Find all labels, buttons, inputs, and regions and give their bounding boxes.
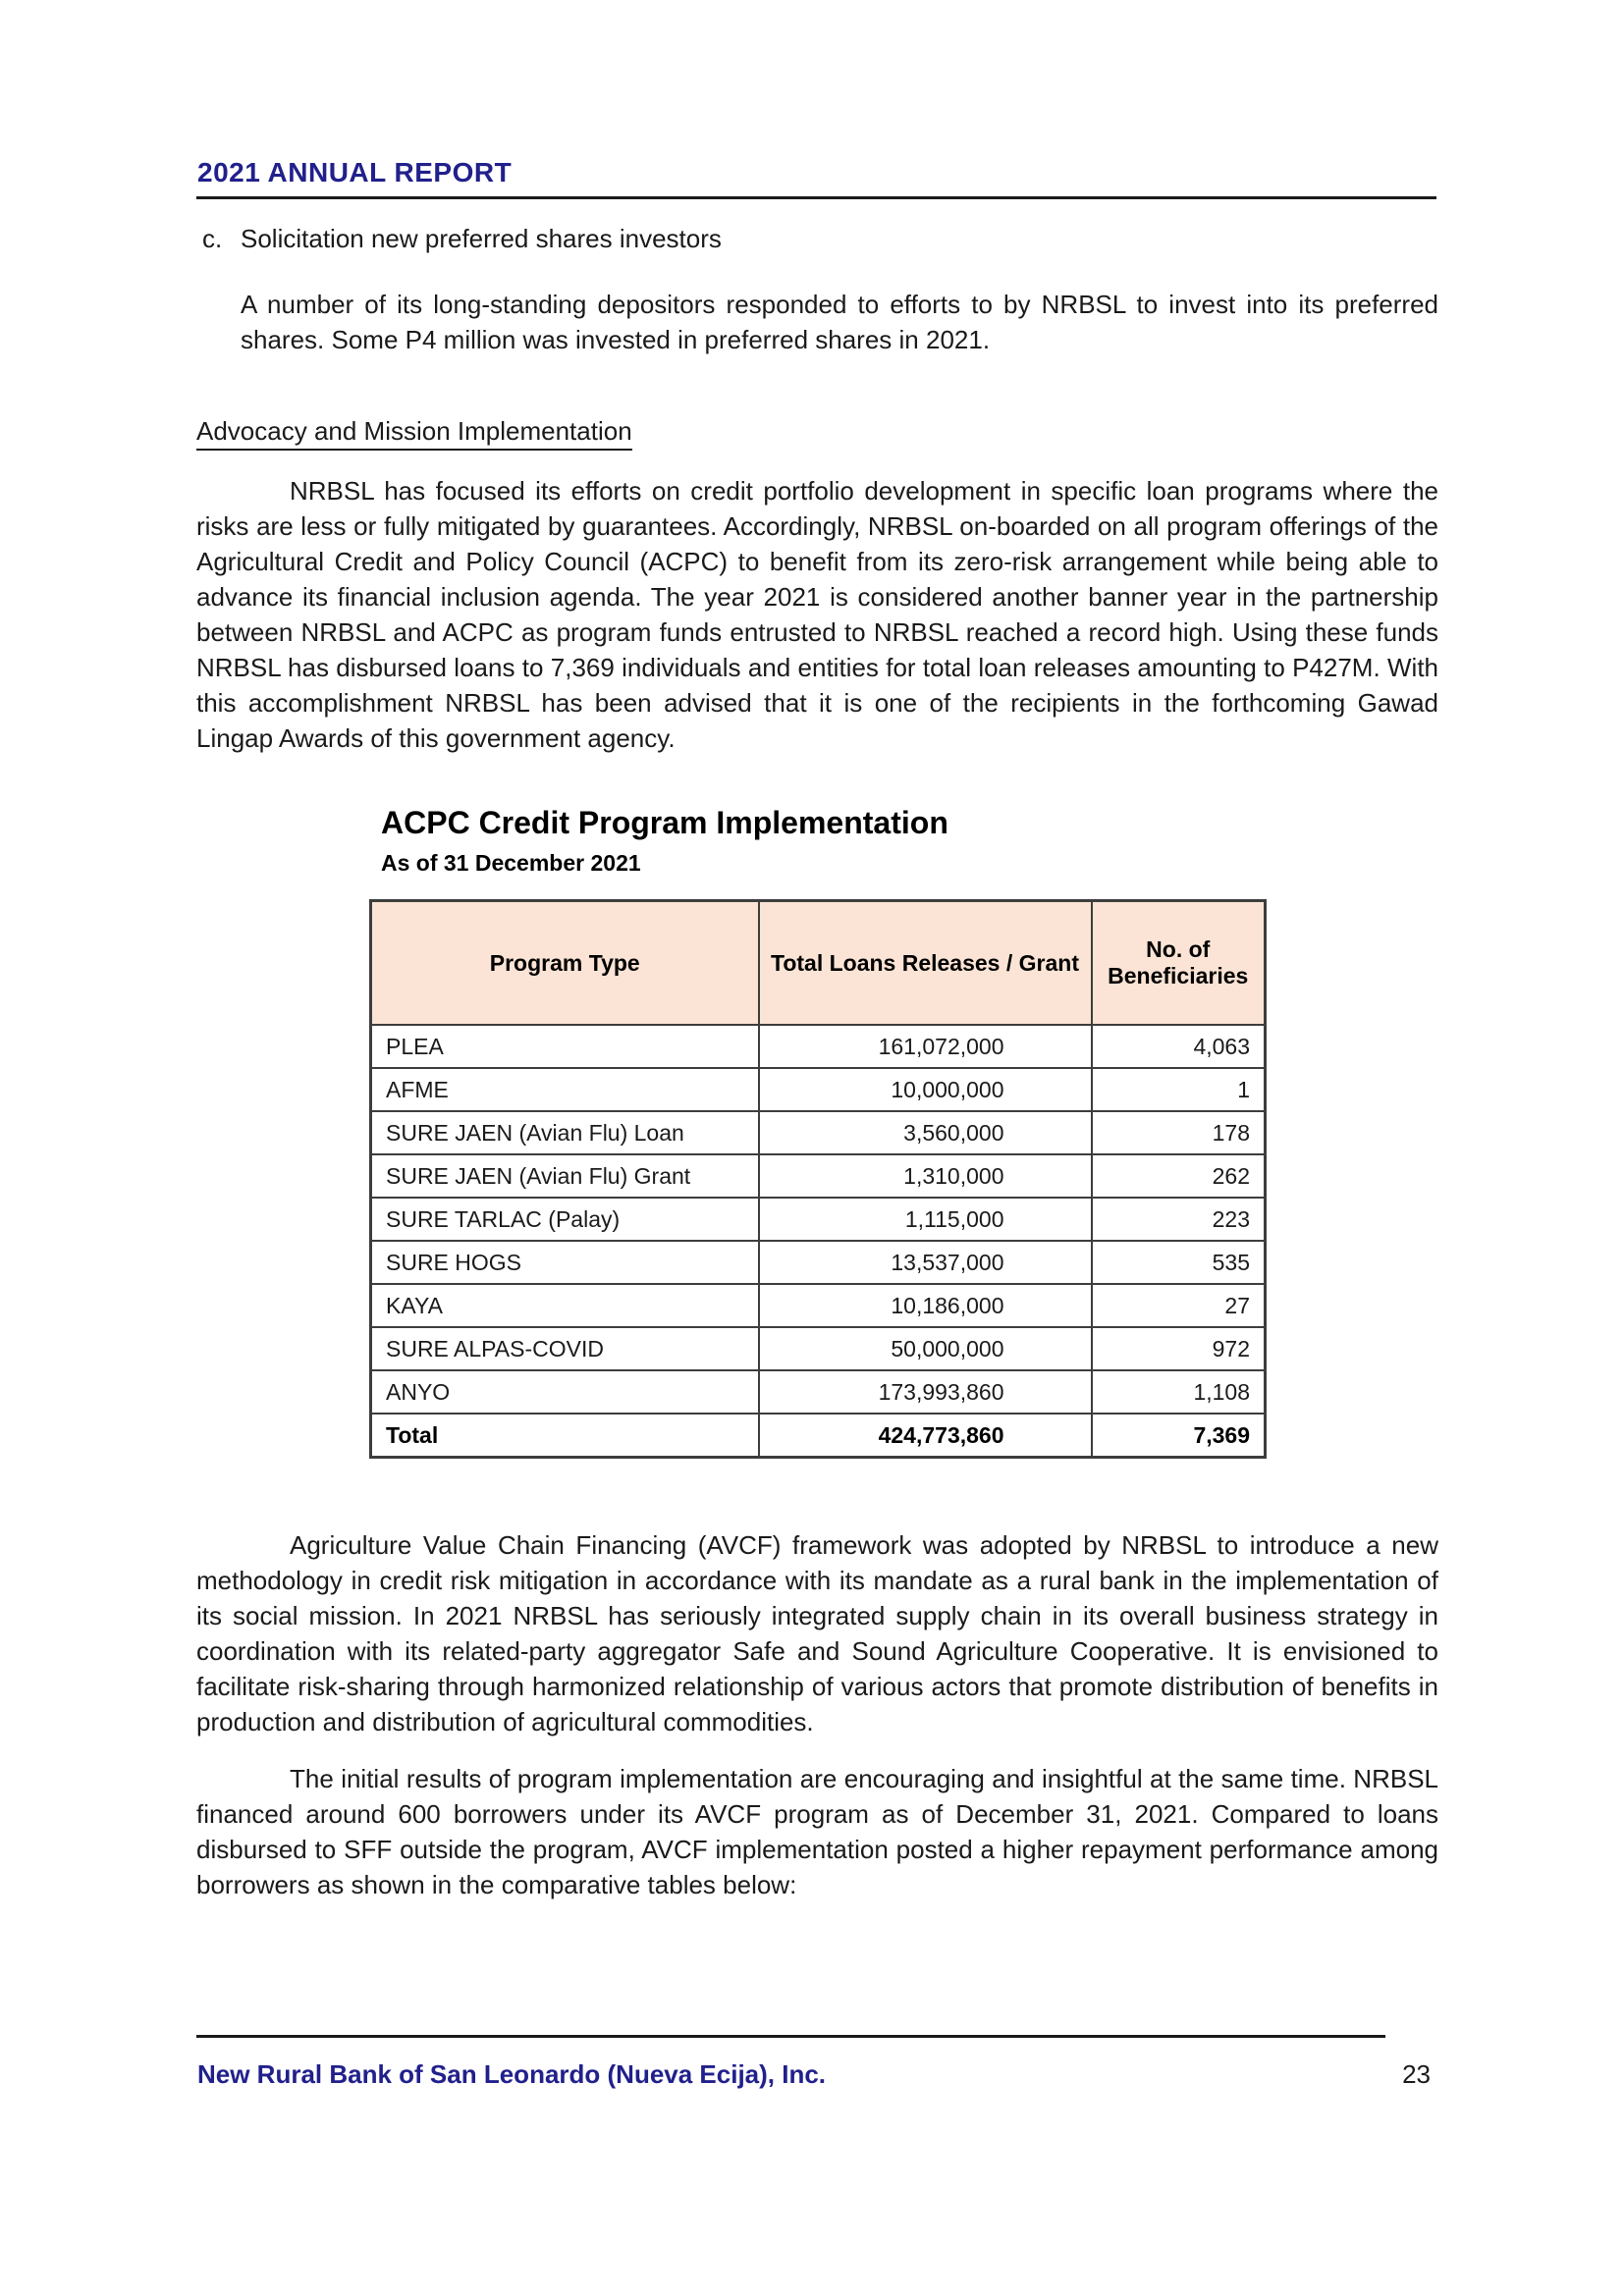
table-row [371,1241,1266,1284]
col-header-total-loans: Total Loans Releases / Grant [759,901,1092,1026]
program-type-cell: AFME [371,1068,759,1111]
amount-cell: 1,115,000 [759,1198,1092,1241]
beneficiaries-cell: 27 [1092,1284,1266,1327]
amount-cell: 10,186,000 [759,1284,1092,1327]
table-row [371,1327,1266,1370]
table-row [371,1284,1266,1327]
section-heading-advocacy [196,416,632,447]
beneficiaries-cell: 4,063 [1092,1025,1266,1068]
list-item-c [202,224,1438,254]
beneficiaries-cell: 1,108 [1092,1370,1266,1414]
list-item-c-marker: c. [202,224,223,253]
total-amount-cell: 424,773,860 [759,1414,1092,1458]
paragraph-avcf: Agriculture Value Chain Financing (AVCF) framework was adopted by NRBSL to introduce a new methodology in credit risk mitigation in accordance with its mandate as a rural bank in the implementation of its social mission. In 2021 NRBSL has seriously integrated supply chain in its overall business strategy in coordination with its related-party aggregator Safe and Sound Agriculture Cooperative. It is envisioned to facilitate risk-sharing through harmonized relationship of various actors that promote distribution of benefits in production and distribution of agricultural commodities. [196,1530,1438,1736]
paragraph-preferred-shares: A number of its long-standing depositors responded to efforts to by NRBSL to invest into its preferred shares. Some P4 million was invested in preferred shares in 2021. [241,290,1438,354]
total-label-cell: Total [371,1414,759,1458]
footer-bank-name: New Rural Bank of San Leonardo (Nueva Ecija), Inc. [197,2059,827,2089]
paragraph-nrbsl-focus: NRBSL has focused its efforts on credit portfolio development in specific loan programs where the risks are less or fully mitigated by guarantees. Accordingly, NRBSL on-boarded on all program offerings of the Agricultural Credit and Policy Council (ACPC) to benefit from its zero-risk arrangement while being able to advance its financial inclusion agenda. The year 2021 is considered another banner year in the partnership between NRBSL and ACPC as program funds entrusted to NRBSL reached a record high. Using these funds NRBSL has disbursed loans to 7,369 individuals and entities for total loan releases amounting to P427M. With this accomplishment NRBSL has been advised that it is one of the recipients in the forthcoming Gawad Lingap Awards of this government agency. [196,476,1438,753]
amount-cell: 10,000,000 [759,1068,1092,1111]
table-row [371,1154,1266,1198]
table-row [371,1198,1266,1241]
table-row [371,1068,1266,1111]
table-row [371,1025,1266,1068]
program-type-cell: SURE JAEN (Avian Flu) Grant [371,1154,759,1198]
amount-cell: 13,537,000 [759,1241,1092,1284]
section-heading-advocacy-text: Advocacy and Mission Implementation [196,416,632,451]
table-header-row [371,901,1266,1026]
program-type-cell: ANYO [371,1370,759,1414]
total-beneficiaries-cell: 7,369 [1092,1414,1266,1458]
col-header-program-type: Program Type [371,901,759,1026]
table-row [371,1111,1266,1154]
program-type-cell: PLEA [371,1025,759,1068]
acpc-table [369,899,1267,1459]
table-row [371,1370,1266,1414]
header-rule [196,196,1436,199]
page-number: 23 [1402,2059,1431,2089]
table-total-row [371,1414,1266,1458]
beneficiaries-cell: 972 [1092,1327,1266,1370]
amount-cell: 161,072,000 [759,1025,1092,1068]
table-subtitle: As of 31 December 2021 [381,850,641,876]
amount-cell: 1,310,000 [759,1154,1092,1198]
report-header-title: 2021 ANNUAL REPORT [197,157,513,187]
table-title: ACPC Credit Program Implementation [381,805,948,840]
program-type-cell: KAYA [371,1284,759,1327]
list-item-c-text: Solicitation new preferred shares investors [241,224,722,253]
program-type-cell: SURE ALPAS-COVID [371,1327,759,1370]
program-type-cell: SURE JAEN (Avian Flu) Loan [371,1111,759,1154]
col-header-beneficiaries: No. of Beneficiaries [1092,901,1266,1026]
program-type-cell: SURE TARLAC (Palay) [371,1198,759,1241]
beneficiaries-cell: 535 [1092,1241,1266,1284]
beneficiaries-cell: 1 [1092,1068,1266,1111]
amount-cell: 3,560,000 [759,1111,1092,1154]
beneficiaries-cell: 223 [1092,1198,1266,1241]
beneficiaries-cell: 262 [1092,1154,1266,1198]
amount-cell: 50,000,000 [759,1327,1092,1370]
footer-rule [196,2035,1385,2038]
amount-cell: 173,993,860 [759,1370,1092,1414]
paragraph-initial-results: The initial results of program implementation are encouraging and insightful at the same time. NRBSL financed around 600 borrowers under its AVCF program as of December 31, 2021. Compared to loans disbursed to SFF outside the program, AVCF implementation posted a higher repayment performance among borrowers as shown in the comparative tables below: [196,1764,1438,1899]
program-type-cell: SURE HOGS [371,1241,759,1284]
beneficiaries-cell: 178 [1092,1111,1266,1154]
